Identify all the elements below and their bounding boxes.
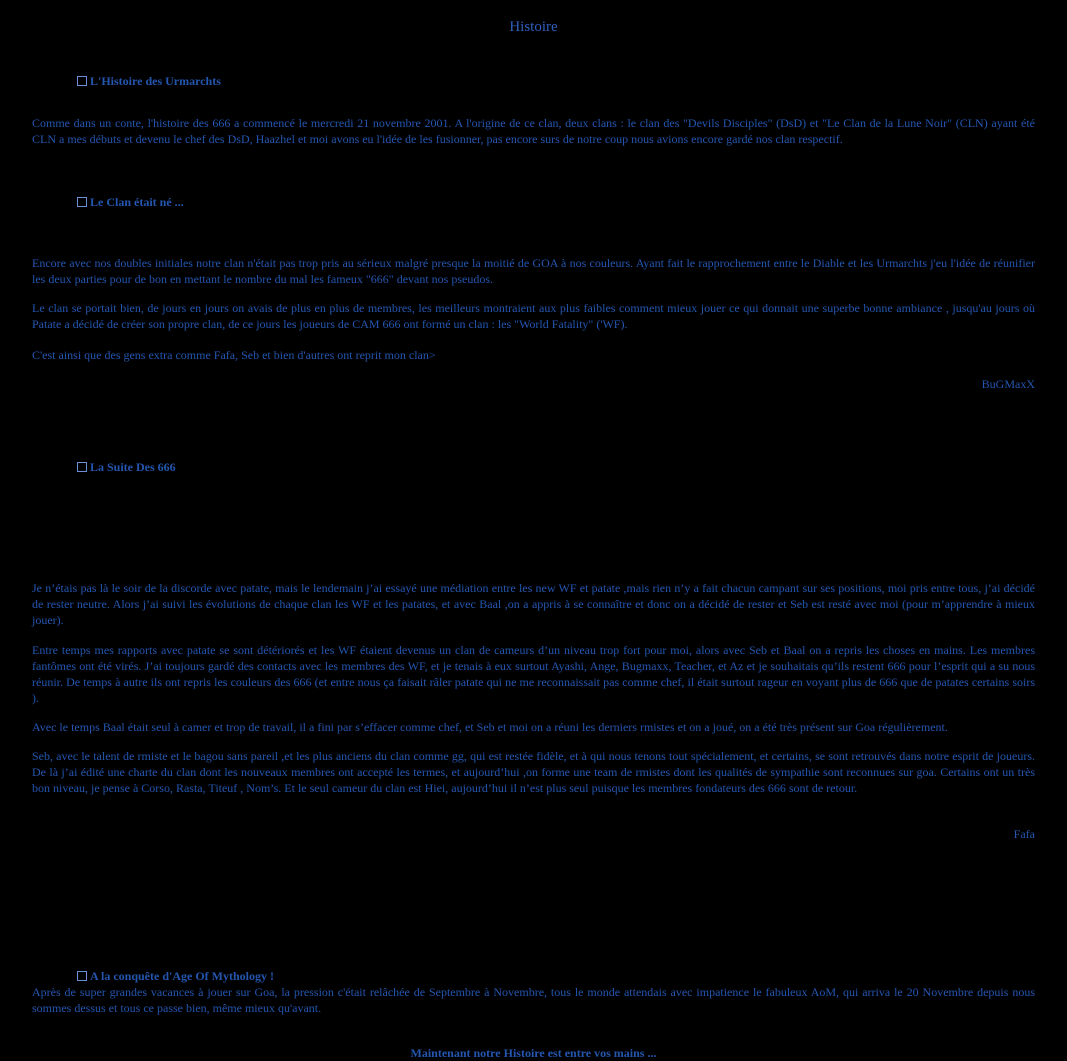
paragraph: Comme dans un conte, l'histoire des 666 a commencé le mercredi 21 novembre 2001. A l'origine de ce clan, deux clans : le clan des "Devils Disciples" (DsD) et "Le Clan de la Lune Noir" (CLN) ayant été CLN a mes débuts et devenu le chef des DsD, Haazhel et moi avons eu l'idée de les fusionner, pas encore surs de notre coup nous avions encore gardé nos clan respectif. [32, 116, 1035, 146]
section-heading-label: A la conquête d'Age Of Mythology ! [90, 969, 274, 983]
paragraph: C'est ainsi que des gens extra comme Fafa, Seb et bien d'autres ont reprit mon clan> [32, 348, 436, 362]
checkbox-bullet-icon [77, 197, 87, 207]
paragraph: Seb, avec le talent de rmiste et le bagou sans pareil ,et les plus anciens du clan comme gg, qui est restée fidèle, et à qui nous tenons tout spécialement, et certains, se sont retrouvés dans notre esprit de joueurs. De là j’ai édité une charte du clan dont les nouveaux membres ont accepté les termes, et aujourd’hui ,on forme une team de rmistes dont les qualités de sympathie sont reconnues sur goa. Certains ont un très bon niveau, je pense à Corso, Rasta, Titeuf , Nom’s. Et le seul cameur du clan est Hiei, aujourd’hui il n’est plus seul puisque les membres fondateurs des 666 sont de retour. [32, 749, 1035, 795]
paragraph: Entre temps mes rapports avec patate se sont détériorés et les WF étaient devenus un clan de cameurs d’un niveau trop fort pour moi, alors avec Seb et Baal on a repris les choses en mains. Les membres fantômes ont été virés. J’ai toujours gardé des contacts avec les membres des WF, et je tenais à eux surtout Ayashi, Ange, Bugmaxx, Teacher, et Az et je souhaitais qu’ils restent 666 pour l’esprit qui a su nous réunir. De temps à autre ils ont repris les couleurs des 666 (et entre nous ça faisait râler patate qui ne me reconnaissait pas comme chef, il était surtout rageur en voyant plus de 666 que de patates certains soirs ). [32, 643, 1035, 705]
paragraph: Le clan se portait bien, de jours en jours on avais de plus en plus de membres, les meilleurs montraient aux plus faibles comment mieux jouer ce qui donnait une superbe bonne ambiance , jusqu'au jours où Patate a décidé de créer son propre clan, de ce jours les joueurs de CAM 666 ont formé un clan : les "World Fatality" ('WF). [32, 301, 1035, 331]
page-title: Histoire [509, 19, 558, 35]
section-heading-aom [77, 968, 274, 984]
section-heading-label: Le Clan était né ... [90, 195, 184, 209]
signature-bugmaxx: BuGMaxX [981, 377, 1035, 391]
checkbox-bullet-icon [77, 462, 87, 472]
section-heading-urmarchts [77, 73, 221, 89]
paragraph: Je n’étais pas là le soir de la discorde avec patate, mais le lendemain j’ai essayé une médiation entre les new WF et patate ,mais rien n’y a fait chacun campant sur ses positions, moi pris entre tous, j’ai décidé de rester neutre. Alors j’ai suivi les évolutions de chaque clan les WF et les patates, et avec Baal ,on a appris à se connaître et donc on a décidé de rester et Seb est resté avec moi (pour m’apprendre à mieux jouer). [32, 581, 1035, 627]
checkbox-bullet-icon [77, 76, 87, 86]
section-heading-suite [77, 459, 176, 475]
footer-text: Maintenant notre Histoire est entre vos mains ... [410, 1046, 657, 1060]
paragraph: Après de super grandes vacances à jouer sur Goa, la pression c'était relâchée de Septembre à Novembre, tous le monde attendais avec impatience le fabuleux AoM, qui arriva le 20 Novembre depuis nous sommes dessus et tous ce passe bien, même mieux qu'avant. [32, 985, 1035, 1015]
paragraph: Avec le temps Baal était seul à camer et trop de travail, il a fini par s’effacer comme chef, et Seb et moi on a réuni les derniers rmistes et on a joué, on a été très présent sur Goa régulièrement. [32, 720, 948, 734]
section-heading-label: L'Histoire des Urmarchts [90, 74, 221, 88]
signature-fafa: Fafa [1013, 827, 1035, 841]
section-heading-label: La Suite Des 666 [90, 460, 176, 474]
paragraph: Encore avec nos doubles initiales notre clan n'était pas trop pris au sérieux malgré presque la moitié de GOA à nos couleurs. Ayant fait le rapprochement entre le Diable et les Urmarchts j'eu l'idée de réunifier les deux parties pour de bon en mettant le nombre du mal les fameux "666" devant nos pseudos. [32, 256, 1035, 286]
checkbox-bullet-icon [77, 971, 87, 981]
section-heading-clan-ne [77, 194, 184, 210]
